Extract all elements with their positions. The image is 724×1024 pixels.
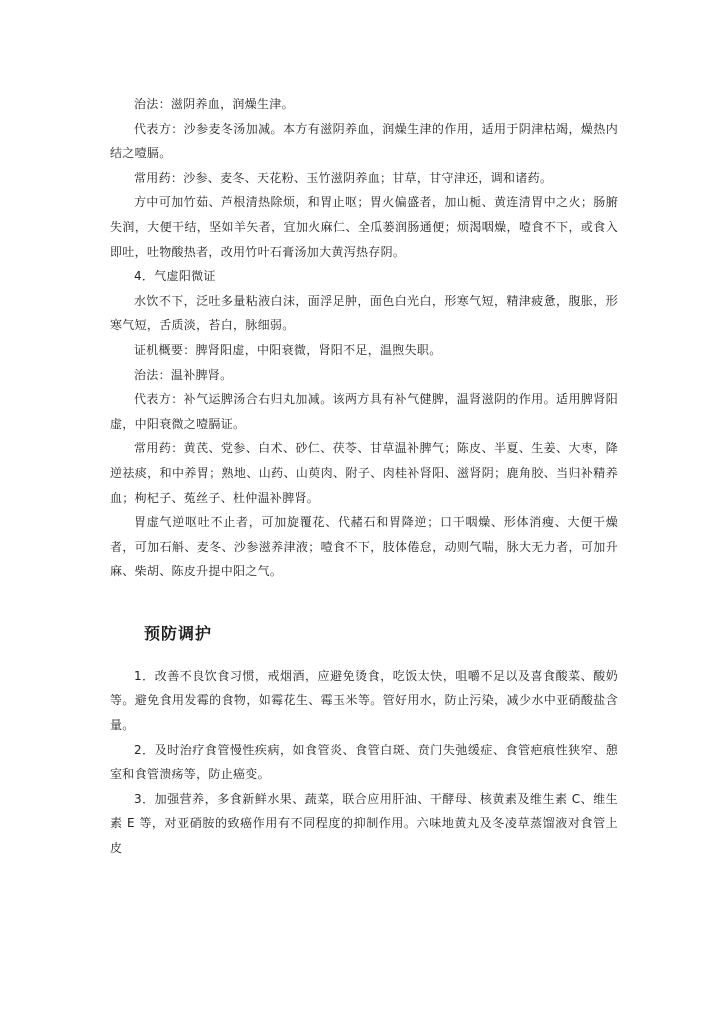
prevention-section [110, 664, 618, 861]
paragraph: 代表方：补气运脾汤合右归丸加减。该两方具有补气健脾，温肾滋阴的作用。适用脾肾阳虚，中阳衰微之噎膈证。 [110, 392, 618, 431]
paragraph: 治法：滋阴养血，润燥生津。 [134, 97, 294, 111]
paragraph: 证机概要：脾肾阳虚，中阳衰微，肾阳不足，温煦失职。 [134, 342, 442, 357]
subheading: 4．气虚阳微证 [134, 269, 216, 284]
paragraph: 水饮不下，泛吐多量粘液白沫，面浮足肿，面色白光白，形寒气短，精津疲惫，腹胀，形寒气短，舌质淡，苔白，脉细弱。 [110, 293, 618, 333]
paragraph: 2．及时治疗食管慢性疾病，如食管炎、食管白斑、贲门失弛缓症、食管疤痕性狭窄、憩室和食管溃疡等，防止癌变。 [110, 742, 618, 782]
paragraph: 代表方：沙参麦冬汤加减。本方有滋阴养血，润燥生津的作用，适用于阴津枯竭，燥热内结之噎膈。 [110, 121, 618, 161]
document-page [110, 92, 618, 861]
paragraph: 治法：温补脾肾。 [134, 367, 233, 382]
paragraph: 方中可加竹茹、芦根清热除烦，和胃止呕；胃火偏盛者，加山栀、黄连清胃中之火；肠腑失润，大便干结，坚如羊矢者，宜加火麻仁、全瓜蒌润肠通便；烦渴咽燥，噎食不下，或食入即吐，吐物酸热者，改用竹叶石膏汤加大黄泻热存阴。 [110, 195, 618, 259]
paragraph: 1．改善不良饮食习惯，戒烟酒，应避免烫食，吃饭太快，咀嚼不足以及喜食酸菜、酸奶等。避免食用发霉的食物，如霉花生、霉玉米等。管好用水，防止污染，减少水中亚硝酸盐含量。 [110, 668, 618, 733]
paragraph: 常用药：黄芪、党参、白术、砂仁、茯苓、甘草温补脾气；陈皮、半夏、生姜、大枣，降逆祛痰，和中养胃；熟地、山药、山萸肉、附子、肉桂补肾阳、滋肾阴；鹿角胶、当归补精养血；枸杞子、菟丝子、杜仲温补脾肾。 [110, 441, 618, 505]
treatment-section-continued [110, 92, 618, 584]
paragraph: 3．加强营养，多食新鲜水果、蔬菜，联合应用肝油、干酵母、核黄素及维生素 C、维生素 E 等，对亚硝胺的致癌作用有不同程度的抑制作用。六味地黄丸及冬凌草蒸馏液对食管上皮 [110, 791, 618, 856]
paragraph: 常用药：沙参、麦冬、天花粉、玉竹滋阴养血；甘草，甘守津还，调和诸药。 [134, 170, 553, 185]
section-title: 预防调护 [144, 623, 213, 643]
paragraph: 胃虚气逆呕吐不止者，可加旋覆花、代赭石和胃降逆；口干咽燥、形体消瘦、大便干燥者，可加石斛、麦冬、沙参滋养津液；噎食不下，肢体倦怠，动则气喘，脉大无力者，可加升麻、柴胡、陈皮升提中阳之气。 [110, 515, 618, 579]
